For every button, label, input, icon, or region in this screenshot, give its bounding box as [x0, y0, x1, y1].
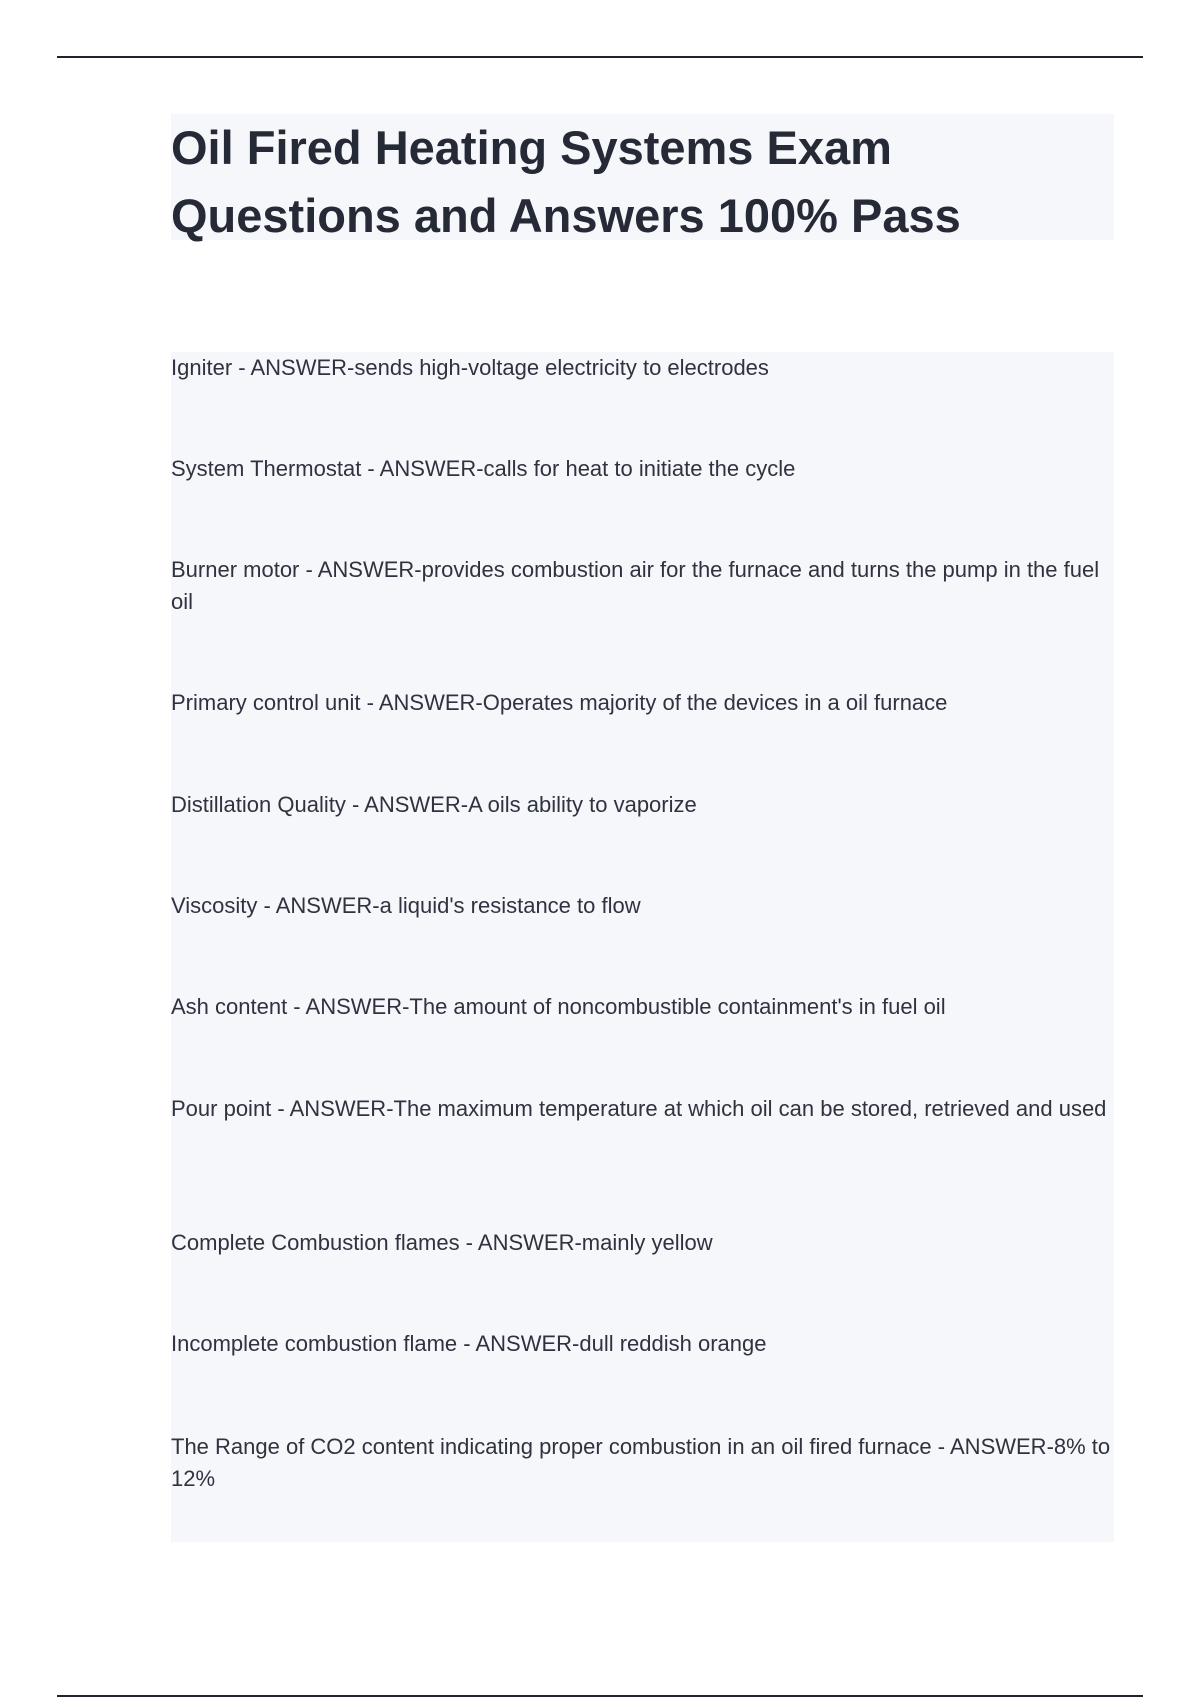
qa-item: Igniter - ANSWER-sends high-voltage electricity to electrodes [171, 355, 769, 380]
qa-item: System Thermostat - ANSWER-calls for heat to initiate the cycle [171, 456, 796, 481]
qa-item: Burner motor - ANSWER-provides combustion air for the furnace and turns the pump in the fuel oil [171, 557, 1100, 614]
qa-item: Viscosity - ANSWER-a liquid's resistance to flow [171, 893, 641, 918]
qa-item: Incomplete combustion flame - ANSWER-dull reddish orange [171, 1331, 767, 1356]
bottom-rule [57, 1695, 1143, 1697]
qa-item: Primary control unit - ANSWER-Operates majority of the devices in a oil furnace [171, 690, 948, 715]
qa-item: Distillation Quality - ANSWER-A oils ability to vaporize [171, 792, 697, 817]
title-block [171, 114, 1114, 240]
qa-list [171, 352, 1114, 1542]
qa-item: The Range of CO2 content indicating proper combustion in an oil fired furnace - ANSWER-8% to 12% [171, 1434, 1111, 1491]
document-title: Oil Fired Heating Systems Exam Questions and Answers 100% Pass [171, 121, 961, 242]
qa-item: Pour point - ANSWER-The maximum temperature at which oil can be stored, retrieved and used [171, 1096, 1107, 1121]
qa-item: Ash content - ANSWER-The amount of noncombustible containment's in fuel oil [171, 994, 946, 1019]
top-rule [57, 56, 1143, 58]
qa-item: Complete Combustion flames - ANSWER-mainly yellow [171, 1230, 713, 1255]
